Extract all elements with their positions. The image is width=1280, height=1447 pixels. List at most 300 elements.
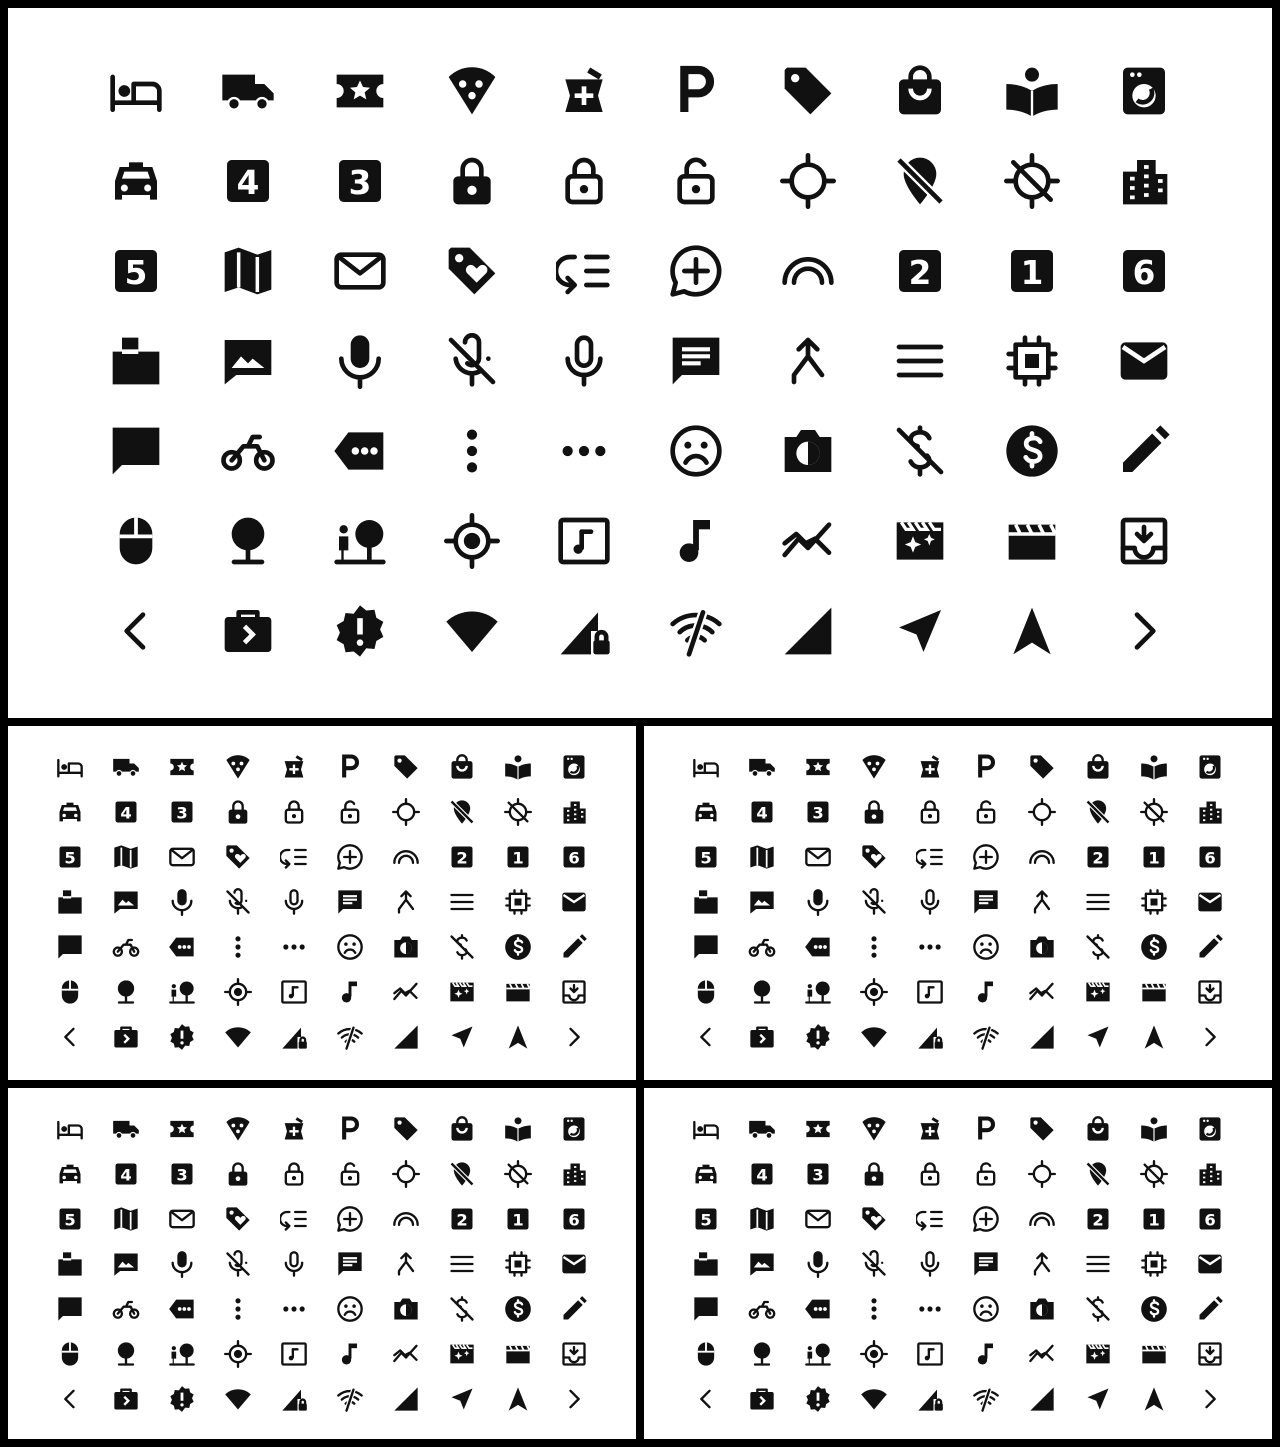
svg-text:5: 5 (64, 1210, 76, 1230)
svg-text:6: 6 (568, 1210, 580, 1230)
tree-icon (734, 970, 790, 1015)
music-note-icon (322, 1332, 378, 1377)
email-icon (1182, 1241, 1238, 1286)
hotel-icon (80, 46, 192, 136)
pharmacy-icon (902, 744, 958, 789)
mic-icon (154, 1241, 210, 1286)
mic-off-icon (846, 1241, 902, 1286)
maps-ugc-icon (958, 834, 1014, 879)
number-4-icon (734, 1151, 790, 1196)
taxi-icon (80, 136, 192, 226)
svg-text:3: 3 (812, 1165, 824, 1185)
location-disabled-icon (1126, 1151, 1182, 1196)
menu-icon (1070, 879, 1126, 924)
work-arrow-icon (734, 1377, 790, 1422)
monetization-icon (1126, 1287, 1182, 1332)
monetization-icon (490, 925, 546, 970)
merge-icon (1014, 879, 1070, 924)
map-icon (192, 226, 304, 316)
email-icon (1182, 879, 1238, 924)
mouse-icon (678, 1332, 734, 1377)
lock-outline-icon (528, 136, 640, 226)
more-horiz-icon (266, 925, 322, 970)
icon-panel-bottom-right (644, 1088, 1272, 1439)
mouse-icon (80, 496, 192, 586)
mms-icon (734, 1241, 790, 1286)
multiline-chart-icon (1014, 970, 1070, 1015)
low-priority-icon (902, 834, 958, 879)
music-video-icon (902, 1332, 958, 1377)
ticket-star-icon (154, 744, 210, 789)
wifi-icon (416, 586, 528, 676)
more-horiz-icon (528, 406, 640, 496)
signal-cellular-icon (752, 586, 864, 676)
music-video-icon (266, 970, 322, 1015)
navigation-arrow-icon (1070, 1377, 1126, 1422)
mic-outline-icon (528, 316, 640, 406)
taxi-icon (42, 789, 98, 834)
buildings-icon (546, 789, 602, 834)
camera-switch-icon (1014, 1287, 1070, 1332)
washer-icon (1182, 1106, 1238, 1151)
tag-icon (1014, 1106, 1070, 1151)
truck-icon (192, 46, 304, 136)
reader-icon (490, 744, 546, 789)
svg-text:6: 6 (1132, 253, 1156, 292)
mic-icon (790, 879, 846, 924)
pharmacy-icon (266, 1106, 322, 1151)
low-priority-icon (902, 1196, 958, 1241)
chevron-left-icon (42, 1377, 98, 1422)
music-note-icon (322, 970, 378, 1015)
money-off-icon (864, 406, 976, 496)
navigation-icon (976, 586, 1088, 676)
markunread-mailbox-icon (678, 1241, 734, 1286)
ticket-star-icon (790, 744, 846, 789)
location-off-icon (434, 789, 490, 834)
parking-icon (322, 1106, 378, 1151)
memory-chip-icon (1126, 1241, 1182, 1286)
camera-switch-icon (1014, 925, 1070, 970)
svg-text:4: 4 (756, 1165, 768, 1185)
buildings-icon (1088, 136, 1200, 226)
svg-text:5: 5 (124, 253, 148, 292)
mic-off-icon (210, 1241, 266, 1286)
more-vert-icon (416, 406, 528, 496)
number-2-icon (1070, 1196, 1126, 1241)
more-horiz-icon (902, 1287, 958, 1332)
work-arrow-icon (734, 1015, 790, 1060)
monetization-icon (1126, 925, 1182, 970)
wifi-off-icon (640, 586, 752, 676)
svg-text:2: 2 (1092, 848, 1104, 868)
number-5-icon (42, 834, 98, 879)
new-releases-icon (154, 1377, 210, 1422)
map-icon (734, 1196, 790, 1241)
multiline-chart-icon (378, 970, 434, 1015)
mms-icon (192, 316, 304, 406)
number-2-icon (434, 834, 490, 879)
lock-open-icon (958, 789, 1014, 834)
my-location-icon (416, 496, 528, 586)
multiline-chart-icon (1014, 1332, 1070, 1377)
movie-filter-icon (434, 970, 490, 1015)
navigation-icon (490, 1377, 546, 1422)
chat-bubble-icon (42, 1287, 98, 1332)
merge-icon (752, 316, 864, 406)
svg-text:3: 3 (176, 1165, 188, 1185)
number-1-icon (490, 834, 546, 879)
navigation-arrow-icon (434, 1015, 490, 1060)
lock-outline-icon (902, 1151, 958, 1196)
more-vert-icon (846, 1287, 902, 1332)
my-location-icon (210, 1332, 266, 1377)
monetization-icon (490, 1287, 546, 1332)
tree-icon (98, 970, 154, 1015)
shopping-bag-icon (434, 744, 490, 789)
mic-icon (304, 316, 416, 406)
lock-open-icon (640, 136, 752, 226)
rainbow-icon (378, 1196, 434, 1241)
mic-outline-icon (902, 1241, 958, 1286)
pharmacy-icon (266, 744, 322, 789)
mood-bad-icon (322, 925, 378, 970)
number-6-icon (1182, 834, 1238, 879)
nature-people-icon (790, 970, 846, 1015)
hotel-icon (42, 1106, 98, 1151)
icon-panel-top-right (644, 726, 1272, 1080)
location-disabled-icon (490, 1151, 546, 1196)
washer-icon (1182, 744, 1238, 789)
music-video-icon (528, 496, 640, 586)
taxi-icon (678, 1151, 734, 1196)
markunread-mailbox-icon (42, 1241, 98, 1286)
signal-cellular-icon (378, 1377, 434, 1422)
mic-off-icon (210, 879, 266, 924)
rainbow-icon (378, 834, 434, 879)
signal-lock-icon (266, 1377, 322, 1422)
lock-icon (210, 789, 266, 834)
location-off-icon (1070, 1151, 1126, 1196)
maps-ugc-icon (958, 1196, 1014, 1241)
number-1-icon (490, 1196, 546, 1241)
merge-icon (378, 1241, 434, 1286)
loyalty-tag-icon (846, 834, 902, 879)
signal-lock-icon (902, 1377, 958, 1422)
wifi-off-icon (958, 1377, 1014, 1422)
location-off-icon (1070, 789, 1126, 834)
number-5-icon (80, 226, 192, 316)
number-3-icon (154, 1151, 210, 1196)
message-icon (640, 316, 752, 406)
maps-ugc-icon (322, 834, 378, 879)
ticket-star-icon (790, 1106, 846, 1151)
mood-bad-icon (322, 1287, 378, 1332)
low-priority-icon (266, 834, 322, 879)
music-video-icon (902, 970, 958, 1015)
reader-icon (976, 46, 1088, 136)
svg-text:1: 1 (512, 848, 524, 868)
mail-outline-icon (154, 834, 210, 879)
truck-icon (98, 744, 154, 789)
tag-icon (378, 1106, 434, 1151)
menu-icon (434, 1241, 490, 1286)
multiline-chart-icon (378, 1332, 434, 1377)
number-6-icon (546, 1196, 602, 1241)
ticket-star-icon (304, 46, 416, 136)
move-to-inbox-icon (1182, 970, 1238, 1015)
memory-chip-icon (1126, 879, 1182, 924)
loyalty-tag-icon (210, 834, 266, 879)
svg-text:1: 1 (1148, 1210, 1160, 1230)
svg-text:4: 4 (756, 803, 768, 823)
buildings-icon (1182, 789, 1238, 834)
reader-icon (1126, 1106, 1182, 1151)
move-to-inbox-icon (1088, 496, 1200, 586)
shopping-bag-icon (864, 46, 976, 136)
menu-icon (1070, 1241, 1126, 1286)
number-1-icon (1126, 834, 1182, 879)
mood-bad-icon (958, 1287, 1014, 1332)
number-5-icon (678, 834, 734, 879)
multiline-chart-icon (752, 496, 864, 586)
lock-icon (846, 1151, 902, 1196)
navigation-arrow-icon (1070, 1015, 1126, 1060)
movie-clapper-icon (490, 1332, 546, 1377)
message-icon (322, 879, 378, 924)
number-6-icon (1182, 1196, 1238, 1241)
signal-lock-icon (266, 1015, 322, 1060)
loyalty-tag-icon (416, 226, 528, 316)
more-vert-icon (210, 925, 266, 970)
lock-open-icon (322, 789, 378, 834)
more-icon (304, 406, 416, 496)
number-4-icon (98, 789, 154, 834)
lock-outline-icon (266, 1151, 322, 1196)
movie-filter-icon (434, 1332, 490, 1377)
location-searching-icon (378, 789, 434, 834)
email-icon (1088, 316, 1200, 406)
signal-cellular-icon (1014, 1015, 1070, 1060)
signal-lock-icon (902, 1015, 958, 1060)
memory-chip-icon (976, 316, 1088, 406)
lock-open-icon (958, 1151, 1014, 1196)
edit-pencil-icon (546, 1287, 602, 1332)
movie-clapper-icon (490, 970, 546, 1015)
rainbow-icon (1014, 1196, 1070, 1241)
mic-outline-icon (266, 1241, 322, 1286)
taxi-icon (678, 789, 734, 834)
movie-clapper-icon (976, 496, 1088, 586)
parking-icon (958, 744, 1014, 789)
chevron-right-icon (546, 1377, 602, 1422)
camera-switch-icon (752, 406, 864, 496)
chevron-right-icon (1182, 1377, 1238, 1422)
hotel-icon (678, 744, 734, 789)
mail-outline-icon (790, 1196, 846, 1241)
lock-icon (210, 1151, 266, 1196)
icon-panel-bottom-left (8, 1088, 636, 1439)
parking-icon (958, 1106, 1014, 1151)
motorcycle-icon (192, 406, 304, 496)
map-icon (98, 1196, 154, 1241)
reader-icon (1126, 744, 1182, 789)
truck-icon (734, 744, 790, 789)
motorcycle-icon (98, 1287, 154, 1332)
number-3-icon (790, 1151, 846, 1196)
washer-icon (1088, 46, 1200, 136)
loyalty-tag-icon (846, 1196, 902, 1241)
buildings-icon (546, 1151, 602, 1196)
nature-people-icon (154, 970, 210, 1015)
icon-panel-top-left (8, 726, 636, 1080)
navigation-icon (1126, 1015, 1182, 1060)
more-icon (790, 925, 846, 970)
markunread-mailbox-icon (678, 879, 734, 924)
mail-outline-icon (304, 226, 416, 316)
markunread-mailbox-icon (42, 879, 98, 924)
email-icon (546, 879, 602, 924)
mic-outline-icon (266, 879, 322, 924)
nature-people-icon (304, 496, 416, 586)
number-4-icon (192, 136, 304, 226)
chat-bubble-icon (678, 925, 734, 970)
mic-off-icon (416, 316, 528, 406)
new-releases-icon (154, 1015, 210, 1060)
signal-cellular-icon (1014, 1377, 1070, 1422)
navigation-arrow-icon (434, 1377, 490, 1422)
movie-filter-icon (1070, 1332, 1126, 1377)
tag-icon (752, 46, 864, 136)
mail-outline-icon (790, 834, 846, 879)
work-arrow-icon (98, 1377, 154, 1422)
mms-icon (734, 879, 790, 924)
svg-text:6: 6 (1204, 1210, 1216, 1230)
move-to-inbox-icon (546, 970, 602, 1015)
number-1-icon (976, 226, 1088, 316)
location-searching-icon (1014, 789, 1070, 834)
menu-icon (434, 879, 490, 924)
maps-ugc-icon (640, 226, 752, 316)
more-vert-icon (210, 1287, 266, 1332)
motorcycle-icon (734, 1287, 790, 1332)
my-location-icon (846, 970, 902, 1015)
buildings-icon (1182, 1151, 1238, 1196)
camera-switch-icon (378, 1287, 434, 1332)
new-releases-icon (304, 586, 416, 676)
svg-text:4: 4 (236, 163, 260, 202)
chat-bubble-icon (678, 1287, 734, 1332)
navigation-icon (1126, 1377, 1182, 1422)
nature-people-icon (154, 1332, 210, 1377)
merge-icon (378, 879, 434, 924)
lock-outline-icon (902, 789, 958, 834)
wifi-icon (846, 1015, 902, 1060)
wifi-off-icon (322, 1015, 378, 1060)
svg-text:6: 6 (568, 848, 580, 868)
location-searching-icon (1014, 1151, 1070, 1196)
number-2-icon (434, 1196, 490, 1241)
more-horiz-icon (902, 925, 958, 970)
more-icon (790, 1287, 846, 1332)
parking-icon (640, 46, 752, 136)
wifi-icon (210, 1377, 266, 1422)
location-searching-icon (752, 136, 864, 226)
chevron-right-icon (1182, 1015, 1238, 1060)
message-icon (958, 1241, 1014, 1286)
monetization-icon (976, 406, 1088, 496)
chevron-left-icon (678, 1377, 734, 1422)
wifi-off-icon (322, 1377, 378, 1422)
movie-clapper-icon (1126, 970, 1182, 1015)
mail-outline-icon (154, 1196, 210, 1241)
mic-icon (154, 879, 210, 924)
money-off-icon (434, 1287, 490, 1332)
tree-icon (192, 496, 304, 586)
chat-bubble-icon (80, 406, 192, 496)
money-off-icon (434, 925, 490, 970)
svg-text:2: 2 (456, 1210, 468, 1230)
movie-filter-icon (1070, 970, 1126, 1015)
main-icon-panel (8, 8, 1272, 718)
mms-icon (98, 879, 154, 924)
chevron-right-icon (1088, 586, 1200, 676)
work-arrow-icon (98, 1015, 154, 1060)
mms-icon (98, 1241, 154, 1286)
wifi-icon (846, 1377, 902, 1422)
pharmacy-icon (528, 46, 640, 136)
message-icon (322, 1241, 378, 1286)
my-location-icon (210, 970, 266, 1015)
new-releases-icon (790, 1377, 846, 1422)
number-3-icon (154, 789, 210, 834)
number-3-icon (304, 136, 416, 226)
mouse-icon (42, 1332, 98, 1377)
pharmacy-icon (902, 1106, 958, 1151)
svg-text:3: 3 (348, 163, 372, 202)
pizza-icon (416, 46, 528, 136)
markunread-mailbox-icon (80, 316, 192, 406)
number-5-icon (42, 1196, 98, 1241)
motorcycle-icon (98, 925, 154, 970)
hotel-icon (42, 744, 98, 789)
my-location-icon (846, 1332, 902, 1377)
parking-icon (322, 744, 378, 789)
navigation-arrow-icon (864, 586, 976, 676)
mouse-icon (42, 970, 98, 1015)
music-note-icon (958, 1332, 1014, 1377)
svg-text:3: 3 (176, 803, 188, 823)
location-searching-icon (378, 1151, 434, 1196)
move-to-inbox-icon (1182, 1332, 1238, 1377)
money-off-icon (1070, 925, 1126, 970)
number-3-icon (790, 789, 846, 834)
location-disabled-icon (1126, 789, 1182, 834)
music-note-icon (640, 496, 752, 586)
mic-off-icon (846, 879, 902, 924)
shopping-bag-icon (434, 1106, 490, 1151)
tag-icon (1014, 744, 1070, 789)
edit-pencil-icon (1182, 1287, 1238, 1332)
svg-text:2: 2 (1092, 1210, 1104, 1230)
chevron-left-icon (80, 586, 192, 676)
number-2-icon (1070, 834, 1126, 879)
new-releases-icon (790, 1015, 846, 1060)
money-off-icon (1070, 1287, 1126, 1332)
svg-text:1: 1 (1148, 848, 1160, 868)
tree-icon (734, 1332, 790, 1377)
pizza-icon (846, 1106, 902, 1151)
